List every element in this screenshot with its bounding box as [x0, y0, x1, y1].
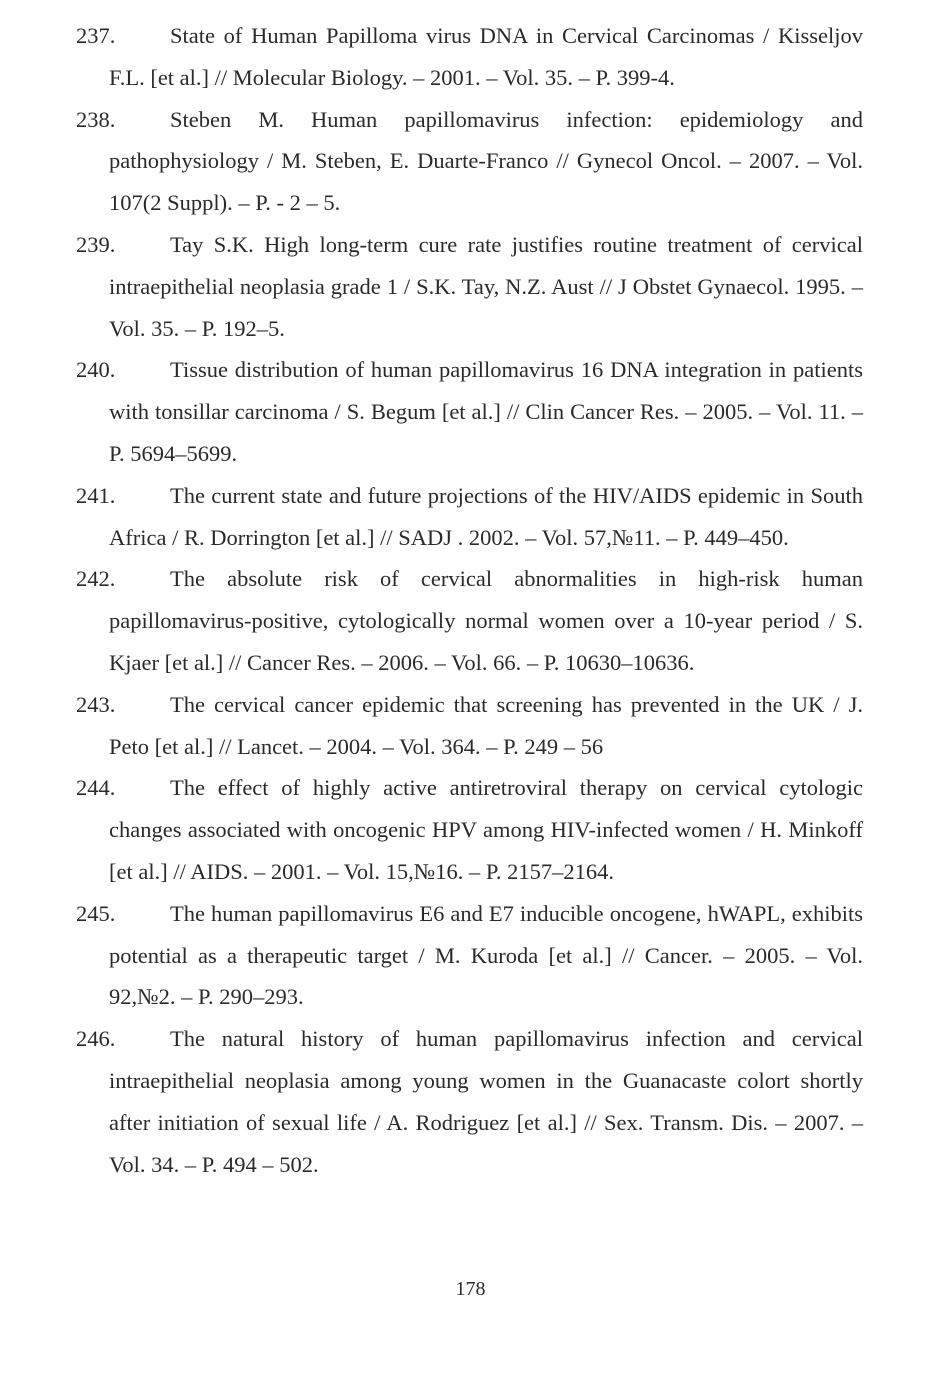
reference-number: 244. [76, 775, 116, 801]
reference-text: The cervical cancer epidemic that screening has prevented in the UK / J. Peto [et al.] // Lancet. – 2004. – Vol. 364. – P. 249 – 56 [109, 691, 863, 759]
reference-number: 246. [76, 1026, 116, 1052]
reference-item [76, 1018, 863, 1185]
reference-text: Tay S.K. High long-term cure rate justifies routine treatment of cervical intraepithelial neoplasia grade 1 / S.K. Tay, N.Z. Aust // J Obstet Gynaecol. 1995. – Vol. 35. – P. 192–5. [109, 231, 863, 341]
reference-item [76, 684, 863, 768]
reference-item [76, 893, 863, 1018]
reference-number: 242. [76, 566, 116, 592]
reference-number: 238. [76, 106, 116, 132]
reference-text: The human papillomavirus E6 and E7 inducible oncogene, hWAPL, exhibits potential as a therapeutic target / M. Kuroda [et al.] // Cancer. – 2005. – Vol. 92,№2. – P. 290–293. [109, 900, 863, 1010]
reference-number: 243. [76, 691, 116, 717]
reference-list [76, 15, 863, 1185]
reference-item [76, 767, 863, 892]
reference-item [76, 558, 863, 683]
reference-text: The current state and future projections of the HIV/AIDS epidemic in South Africa / R. Dorrington [et al.] // SADJ . 2002. – Vol. 57,№11. – P. 449–450. [109, 482, 863, 550]
reference-item [76, 99, 863, 224]
reference-item [76, 475, 863, 559]
page-number: 178 [455, 1278, 486, 1300]
reference-text: The effect of highly active antiretroviral therapy on cervical cytologic changes associated with oncogenic HPV among HIV-infected women / H. Minkoff [et al.] // AIDS. – 2001. – Vol. 15,№16. – P. 2157–2164. [109, 775, 863, 884]
reference-text: Tissue distribution of human papillomavirus 16 DNA integration in patients with tonsillar carcinoma / S. Begum [et al.] // Clin Cancer Res. – 2005. – Vol. 11. – P. 5694–5699. [109, 357, 863, 466]
reference-item [76, 224, 863, 349]
reference-text: Steben M. Human papillomavirus infection: epidemiology and pathophysiology / M. Steben, E. Duarte-Franco // Gynecol Oncol. – 2007. – Vol. 107(2 Suppl). – P. - 2 – 5. [109, 106, 863, 216]
reference-number: 239. [76, 231, 116, 257]
reference-item [76, 349, 863, 474]
reference-number: 240. [76, 357, 116, 383]
reference-text: The natural history of human papillomavirus infection and cervical intraepithelial neoplasia among young women in the Guanacaste colort shortly after initiation of sexual life / A. Rodriguez [et al.] // Sex. Transm. Dis. – 2007. – Vol. 34. – P. 494 – 502. [109, 1026, 863, 1177]
reference-number: 241. [76, 482, 116, 508]
reference-text: State of Human Papilloma virus DNA in Cervical Carcinomas / Kisseljov F.L. [et al.] // Molecular Biology. – 2001. – Vol. 35. – P. 399-4. [109, 23, 863, 90]
reference-number: 237. [76, 23, 116, 48]
reference-number: 245. [76, 900, 116, 926]
reference-text: The absolute risk of cervical abnormalities in high-risk human papillomavirus-positive, cytologically normal women over a 10-year period / S. Kjaer [et al.] // Cancer Res. – 2006. – Vol. 66. – P. 10630–10636. [109, 566, 863, 675]
reference-item [76, 15, 863, 99]
